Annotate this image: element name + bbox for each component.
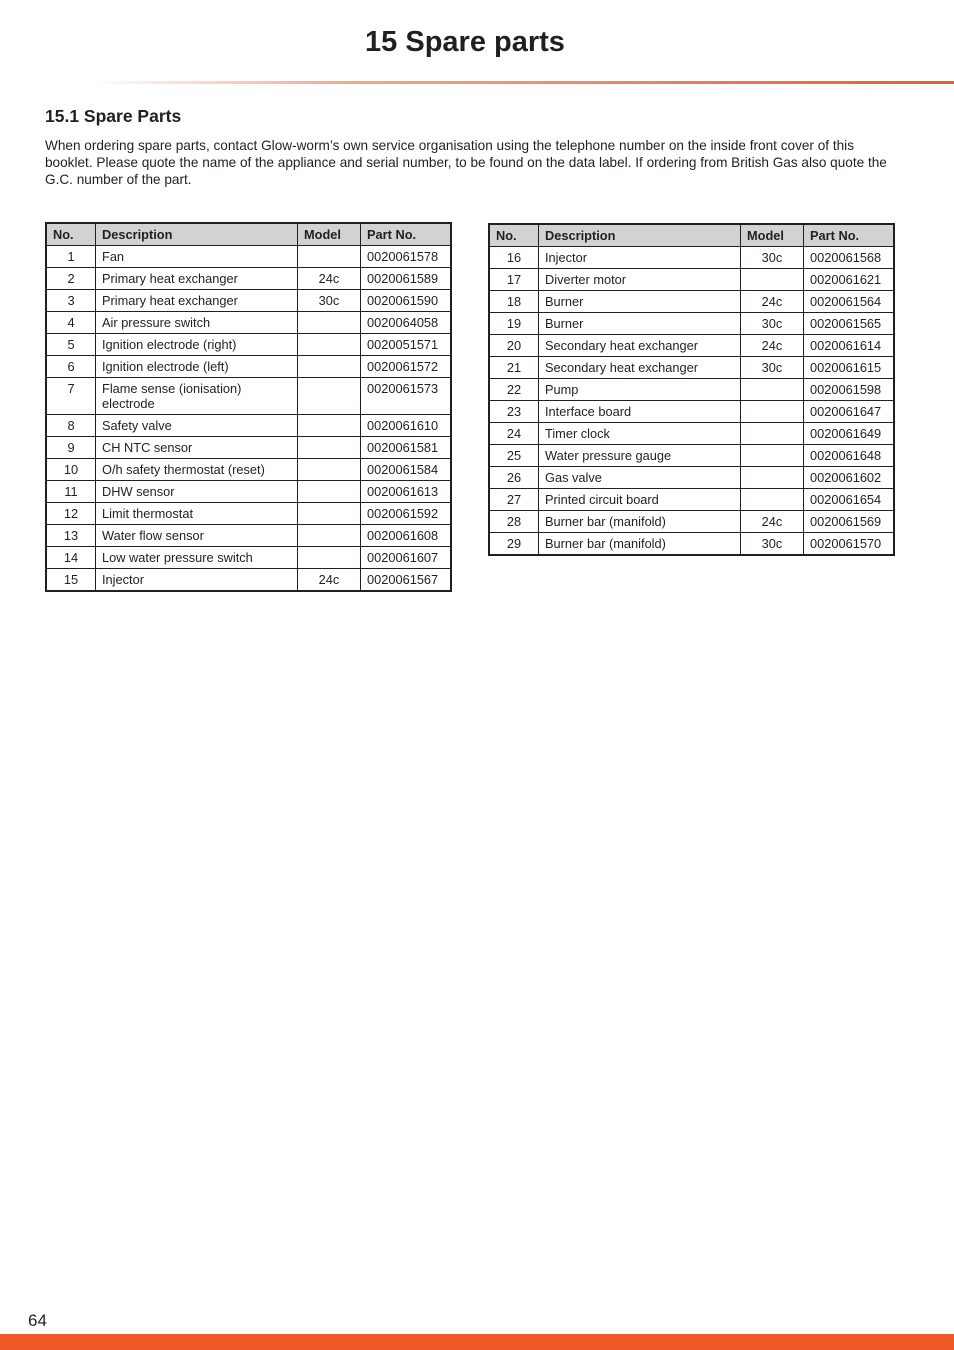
table-row bbox=[489, 511, 894, 533]
cell-model: 30c bbox=[741, 357, 804, 379]
cell-part-no: 0020061613 bbox=[361, 481, 452, 503]
cell-model bbox=[298, 334, 361, 356]
cell-description: Burner bbox=[539, 291, 741, 313]
cell-model: 24c bbox=[298, 569, 361, 592]
table-row bbox=[489, 269, 894, 291]
table-row bbox=[489, 423, 894, 445]
cell-description: Burner bar (manifold) bbox=[539, 511, 741, 533]
cell-no: 26 bbox=[489, 467, 539, 489]
table-row bbox=[489, 357, 894, 379]
cell-no: 19 bbox=[489, 313, 539, 335]
table-row bbox=[489, 313, 894, 335]
header-model: Model bbox=[298, 223, 361, 246]
table-row bbox=[46, 525, 451, 547]
cell-no: 24 bbox=[489, 423, 539, 445]
table-row bbox=[46, 481, 451, 503]
cell-model bbox=[298, 356, 361, 378]
spare-parts-table-right bbox=[488, 223, 895, 556]
cell-part-no: 0020061598 bbox=[804, 379, 895, 401]
table-row bbox=[489, 445, 894, 467]
table-row bbox=[46, 415, 451, 437]
cell-no: 3 bbox=[46, 290, 96, 312]
cell-model bbox=[298, 459, 361, 481]
cell-description: Water flow sensor bbox=[96, 525, 298, 547]
cell-model bbox=[298, 481, 361, 503]
cell-description: CH NTC sensor bbox=[96, 437, 298, 459]
cell-description: O/h safety thermostat (reset) bbox=[96, 459, 298, 481]
table-row bbox=[46, 334, 451, 356]
cell-no: 9 bbox=[46, 437, 96, 459]
cell-description: Pump bbox=[539, 379, 741, 401]
cell-description: Flame sense (ionisation) electrode bbox=[96, 378, 298, 415]
footer-bar bbox=[0, 1334, 954, 1350]
cell-part-no: 0020061608 bbox=[361, 525, 452, 547]
table-row bbox=[46, 569, 451, 592]
table-row bbox=[46, 503, 451, 525]
header-part-no: Part No. bbox=[361, 223, 452, 246]
header-no: No. bbox=[46, 223, 96, 246]
cell-part-no: 0020061572 bbox=[361, 356, 452, 378]
cell-description: Interface board bbox=[539, 401, 741, 423]
cell-part-no: 0020061578 bbox=[361, 246, 452, 268]
cell-no: 1 bbox=[46, 246, 96, 268]
cell-no: 27 bbox=[489, 489, 539, 511]
cell-model bbox=[298, 378, 361, 415]
table-row bbox=[489, 489, 894, 511]
cell-model: 24c bbox=[741, 335, 804, 357]
cell-description: Limit thermostat bbox=[96, 503, 298, 525]
cell-part-no: 0020064058 bbox=[361, 312, 452, 334]
cell-no: 12 bbox=[46, 503, 96, 525]
cell-no: 20 bbox=[489, 335, 539, 357]
cell-part-no: 0020061610 bbox=[361, 415, 452, 437]
table-header-row bbox=[46, 223, 451, 246]
cell-model bbox=[298, 547, 361, 569]
title-rule bbox=[90, 81, 954, 84]
section-heading: 15.1 Spare Parts bbox=[45, 106, 182, 126]
cell-no: 15 bbox=[46, 569, 96, 592]
cell-part-no: 0020061570 bbox=[804, 533, 895, 556]
cell-no: 4 bbox=[46, 312, 96, 334]
table-row bbox=[46, 312, 451, 334]
cell-model: 24c bbox=[741, 291, 804, 313]
intro-paragraph: When ordering spare parts, contact Glow-worm’s own service organisation using the telephone number on the inside front cover of this booklet. Please quote the name of the appliance and serial number, to be found on the data label. If ordering from British Gas also quote the G.C. number of the part. bbox=[45, 138, 887, 187]
cell-description: Air pressure switch bbox=[96, 312, 298, 334]
cell-part-no: 0020061584 bbox=[361, 459, 452, 481]
cell-model: 30c bbox=[741, 313, 804, 335]
cell-no: 17 bbox=[489, 269, 539, 291]
cell-description: Low water pressure switch bbox=[96, 547, 298, 569]
cell-part-no: 0020061589 bbox=[361, 268, 452, 290]
table-row bbox=[46, 378, 451, 415]
cell-part-no: 0020061564 bbox=[804, 291, 895, 313]
header-part-no: Part No. bbox=[804, 224, 895, 247]
table-row bbox=[46, 547, 451, 569]
header-description: Description bbox=[539, 224, 741, 247]
cell-no: 29 bbox=[489, 533, 539, 556]
table-row bbox=[46, 459, 451, 481]
cell-part-no: 0020061648 bbox=[804, 445, 895, 467]
cell-description: Primary heat exchanger bbox=[96, 268, 298, 290]
cell-description: Fan bbox=[96, 246, 298, 268]
table-row bbox=[46, 356, 451, 378]
page-number: 64 bbox=[28, 1311, 47, 1330]
table-row bbox=[46, 246, 451, 268]
cell-model: 30c bbox=[298, 290, 361, 312]
cell-part-no: 0020061590 bbox=[361, 290, 452, 312]
header-description: Description bbox=[96, 223, 298, 246]
cell-part-no: 0020061654 bbox=[804, 489, 895, 511]
cell-no: 23 bbox=[489, 401, 539, 423]
cell-description: Water pressure gauge bbox=[539, 445, 741, 467]
cell-no: 2 bbox=[46, 268, 96, 290]
cell-no: 14 bbox=[46, 547, 96, 569]
cell-description: Injector bbox=[96, 569, 298, 592]
cell-model bbox=[741, 467, 804, 489]
table-row bbox=[489, 335, 894, 357]
cell-model: 24c bbox=[298, 268, 361, 290]
cell-description: Timer clock bbox=[539, 423, 741, 445]
table-row bbox=[489, 247, 894, 269]
cell-part-no: 0020061621 bbox=[804, 269, 895, 291]
cell-part-no: 0020061581 bbox=[361, 437, 452, 459]
cell-no: 25 bbox=[489, 445, 539, 467]
cell-description: Safety valve bbox=[96, 415, 298, 437]
cell-part-no: 0020061615 bbox=[804, 357, 895, 379]
spare-parts-table-left bbox=[45, 222, 452, 592]
table-row bbox=[46, 437, 451, 459]
table-header-row bbox=[489, 224, 894, 247]
table-row bbox=[489, 401, 894, 423]
cell-description: Ignition electrode (left) bbox=[96, 356, 298, 378]
cell-model bbox=[741, 401, 804, 423]
cell-no: 21 bbox=[489, 357, 539, 379]
header-no: No. bbox=[489, 224, 539, 247]
cell-part-no: 0020061647 bbox=[804, 401, 895, 423]
cell-description: Diverter motor bbox=[539, 269, 741, 291]
cell-description: Gas valve bbox=[539, 467, 741, 489]
cell-part-no: 0020061649 bbox=[804, 423, 895, 445]
cell-no: 22 bbox=[489, 379, 539, 401]
cell-no: 5 bbox=[46, 334, 96, 356]
cell-part-no: 0020061567 bbox=[361, 569, 452, 592]
cell-description: Burner bbox=[539, 313, 741, 335]
cell-no: 13 bbox=[46, 525, 96, 547]
cell-model bbox=[298, 415, 361, 437]
cell-description: Secondary heat exchanger bbox=[539, 335, 741, 357]
cell-description: Ignition electrode (right) bbox=[96, 334, 298, 356]
cell-no: 11 bbox=[46, 481, 96, 503]
cell-model: 30c bbox=[741, 247, 804, 269]
cell-part-no: 0020061607 bbox=[361, 547, 452, 569]
cell-no: 28 bbox=[489, 511, 539, 533]
cell-part-no: 0020061568 bbox=[804, 247, 895, 269]
cell-part-no: 0020061602 bbox=[804, 467, 895, 489]
table-row bbox=[46, 268, 451, 290]
cell-description: Primary heat exchanger bbox=[96, 290, 298, 312]
cell-model bbox=[298, 525, 361, 547]
cell-model bbox=[741, 269, 804, 291]
cell-description: DHW sensor bbox=[96, 481, 298, 503]
table-row bbox=[489, 533, 894, 556]
cell-model bbox=[741, 445, 804, 467]
table-row bbox=[489, 291, 894, 313]
header-model: Model bbox=[741, 224, 804, 247]
cell-no: 18 bbox=[489, 291, 539, 313]
table-row bbox=[489, 467, 894, 489]
cell-model bbox=[298, 437, 361, 459]
table-row bbox=[46, 290, 451, 312]
table-row bbox=[489, 379, 894, 401]
cell-description: Burner bar (manifold) bbox=[539, 533, 741, 556]
cell-part-no: 0020061592 bbox=[361, 503, 452, 525]
cell-description: Injector bbox=[539, 247, 741, 269]
cell-model bbox=[741, 423, 804, 445]
cell-no: 7 bbox=[46, 378, 96, 415]
cell-part-no: 0020061573 bbox=[361, 378, 452, 415]
cell-no: 10 bbox=[46, 459, 96, 481]
cell-description: Printed circuit board bbox=[539, 489, 741, 511]
cell-no: 16 bbox=[489, 247, 539, 269]
cell-part-no: 0020061614 bbox=[804, 335, 895, 357]
cell-model: 30c bbox=[741, 533, 804, 556]
page-title: 15 Spare parts bbox=[365, 26, 565, 58]
cell-model bbox=[741, 489, 804, 511]
cell-no: 6 bbox=[46, 356, 96, 378]
cell-part-no: 0020051571 bbox=[361, 334, 452, 356]
cell-part-no: 0020061565 bbox=[804, 313, 895, 335]
cell-model bbox=[741, 379, 804, 401]
cell-model bbox=[298, 246, 361, 268]
cell-description: Secondary heat exchanger bbox=[539, 357, 741, 379]
cell-model bbox=[298, 503, 361, 525]
cell-model bbox=[298, 312, 361, 334]
cell-part-no: 0020061569 bbox=[804, 511, 895, 533]
cell-no: 8 bbox=[46, 415, 96, 437]
cell-model: 24c bbox=[741, 511, 804, 533]
